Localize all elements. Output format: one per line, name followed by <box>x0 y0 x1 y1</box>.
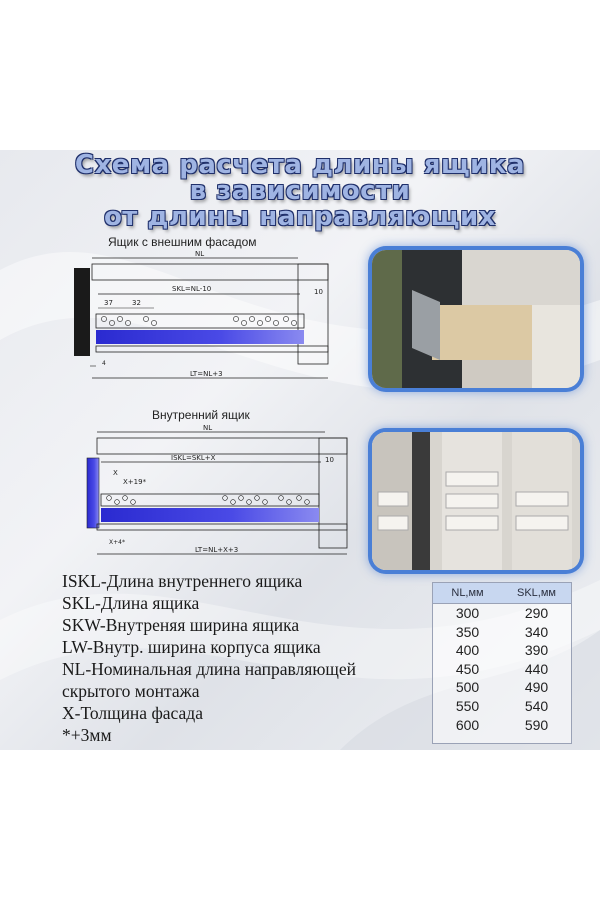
bottom-lt-label: LT=NL+X+3 <box>195 546 239 554</box>
table-cell: 450 <box>455 660 480 677</box>
table-row <box>433 623 571 642</box>
page-title <box>0 152 600 230</box>
bottom-x4-label: X+4* <box>109 539 125 546</box>
table-cell: 600 <box>455 716 480 733</box>
table-cell: 390 <box>524 642 549 659</box>
table-cell: 540 <box>524 697 549 714</box>
top-37-label: 37 <box>104 299 113 307</box>
legend-line: SKW-Внутреняя ширина ящика <box>62 615 300 635</box>
diagram-top-caption: Ящик с внешним фасадом <box>108 235 257 249</box>
title-line-1: Схема расчета длины ящика <box>74 150 526 180</box>
photo-internal-drawers <box>372 432 580 570</box>
table-cell: 440 <box>524 660 549 677</box>
infographic-card <box>0 150 600 750</box>
top-4-label: 4 <box>102 360 106 367</box>
table-row <box>433 716 571 735</box>
top-lt-label: LT=NL+3 <box>190 370 223 378</box>
photo-drawer-open <box>372 250 580 388</box>
table-cell: 400 <box>455 642 480 659</box>
legend-line: скрытого монтажа <box>62 681 200 701</box>
table-cell: 340 <box>524 623 549 640</box>
title-line-3: от длины направляющих <box>103 202 497 232</box>
table-header-nl: NL,мм <box>451 587 484 599</box>
drawer-internal-diagram <box>75 422 355 572</box>
table-cell: 500 <box>455 679 480 696</box>
diagram-bottom-caption: Внутренний ящик <box>152 408 250 422</box>
table-cell: 300 <box>455 605 480 621</box>
bottom-x19-label: X+19* <box>123 478 147 486</box>
legend-line: X-Толщина фасада <box>62 703 203 723</box>
table-cell: 490 <box>524 679 549 696</box>
table-row <box>433 660 571 679</box>
table-cell: 590 <box>524 716 549 733</box>
table-row <box>433 641 571 660</box>
top-skl-label: SKL=NL-10 <box>172 285 212 293</box>
top-nl-label: NL <box>195 250 205 258</box>
top-10-label: 10 <box>314 288 323 296</box>
legend-line: LW-Внутр. ширина корпуса ящика <box>62 637 321 657</box>
top-32-label: 32 <box>132 299 141 307</box>
bottom-nl-label: NL <box>203 424 213 432</box>
table-header <box>433 583 571 604</box>
legend-line: SKL-Длина ящика <box>62 593 200 613</box>
legend-line: ISKL-Длина внутреннего ящика <box>62 571 303 591</box>
legend <box>62 570 422 746</box>
bottom-10-label: 10 <box>325 456 334 464</box>
table-header-skl: SKL,мм <box>517 587 556 599</box>
bottom-iskl-label: ISKL=SKL+X <box>171 454 216 462</box>
drawer-external-front-diagram <box>60 248 360 398</box>
table-row <box>433 604 571 623</box>
bottom-x-label: X <box>113 469 118 477</box>
table-row <box>433 678 571 697</box>
table-row <box>433 697 571 716</box>
table-cell: 350 <box>455 623 480 640</box>
title-line-2: в зависимости <box>189 176 411 206</box>
table-cell: 550 <box>455 697 480 714</box>
nl-skl-table <box>432 582 572 744</box>
table-cell: 290 <box>524 605 549 621</box>
legend-line: *+3мм <box>62 725 112 745</box>
legend-line: NL-Номинальная длина направляющей <box>62 659 356 679</box>
